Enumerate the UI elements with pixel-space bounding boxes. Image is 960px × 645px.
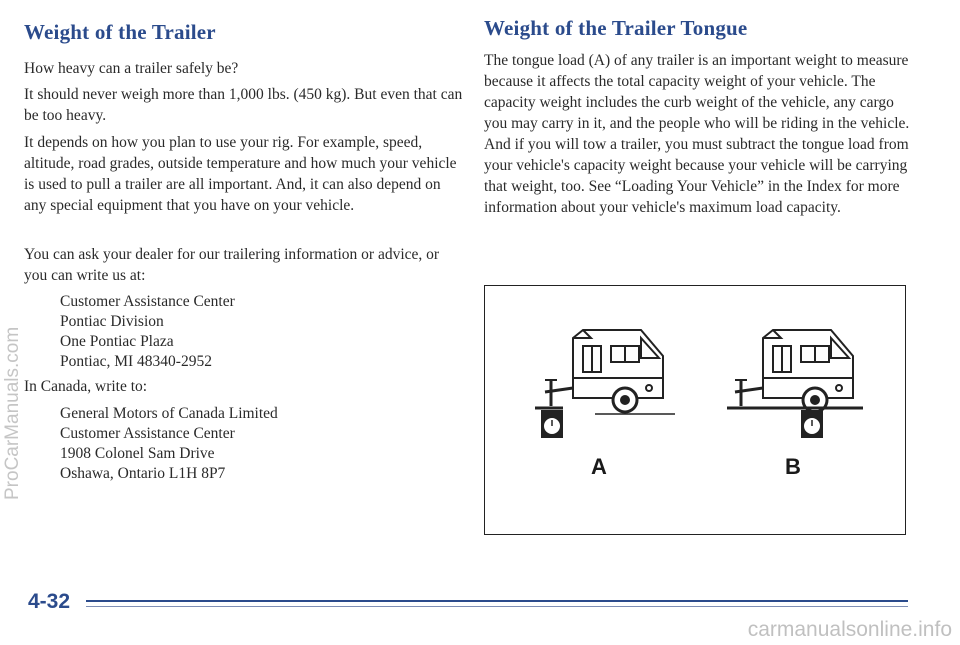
- trailer-a-icon: [535, 330, 675, 414]
- trailer-scale-illustration: [485, 286, 905, 534]
- address-canada-line: Customer Assistance Center: [60, 425, 235, 442]
- left-heading: Weight of the Trailer: [24, 20, 216, 44]
- right-heading: Weight of the Trailer Tongue: [484, 16, 748, 40]
- address-canada-line: Oshawa, Ontario L1H 8P7: [60, 465, 226, 482]
- paragraph-question: How heavy can a trailer safely be?: [24, 60, 239, 77]
- figure-label-a: A: [591, 454, 607, 479]
- scale-a-icon: [541, 410, 563, 438]
- address-canada-line: 1908 Colonel Sam Drive: [60, 445, 215, 462]
- figure-label-b: B: [785, 454, 801, 479]
- paragraph-depends: It depends on how you plan to use your rig. For example, speed, altitude, road grades, outside temperature and how much your vehicle is used to pull a trailer are all important. And, it can also depend on any special equipment that you have on your vehicle.: [24, 134, 457, 214]
- scale-b-icon: [801, 410, 823, 438]
- address-us-line: Pontiac, MI 48340-2952: [60, 353, 212, 370]
- footer-rule-thin: [86, 606, 908, 607]
- tongue-weight-figure: [484, 285, 906, 535]
- address-canada-line: General Motors of Canada Limited: [60, 405, 278, 422]
- address-us-line: Customer Assistance Center: [60, 293, 235, 310]
- address-us-line: One Pontiac Plaza: [60, 333, 174, 350]
- paragraph-ask-dealer: You can ask your dealer for our trailering information or advice, or you can write us at:: [24, 246, 440, 284]
- paragraph-tongue-load: The tongue load (A) of any trailer is an important weight to measure because it affects the total capacity weight of your vehicle. The capacity weight includes the curb weight of the vehicle, any cargo you may carry in it, and the people who will be riding in the vehicle. And if you will tow a trailer, you must subtract the tongue load from your vehicle's capacity weight because your vehicle will be carrying that weight, too. See “Loading Your Vehicle” in the Index for more information about your vehicle's maximum load capacity.: [484, 52, 910, 216]
- watermark-text: ProCarManuals.com: [2, 326, 23, 500]
- trailer-b-icon: [727, 330, 863, 412]
- page-number: 4-32: [28, 590, 71, 613]
- address-canada: [60, 404, 278, 484]
- canada-intro: In Canada, write to:: [24, 378, 148, 395]
- address-us-line: Pontiac Division: [60, 313, 164, 330]
- footer-rule-thick: [86, 600, 908, 602]
- paragraph-max-weight: It should never weigh more than 1,000 lbs. (450 kg). But even that can be too heavy.: [24, 86, 463, 124]
- address-us: [60, 292, 235, 372]
- site-footer-text: carmanualsonline.info: [747, 618, 952, 641]
